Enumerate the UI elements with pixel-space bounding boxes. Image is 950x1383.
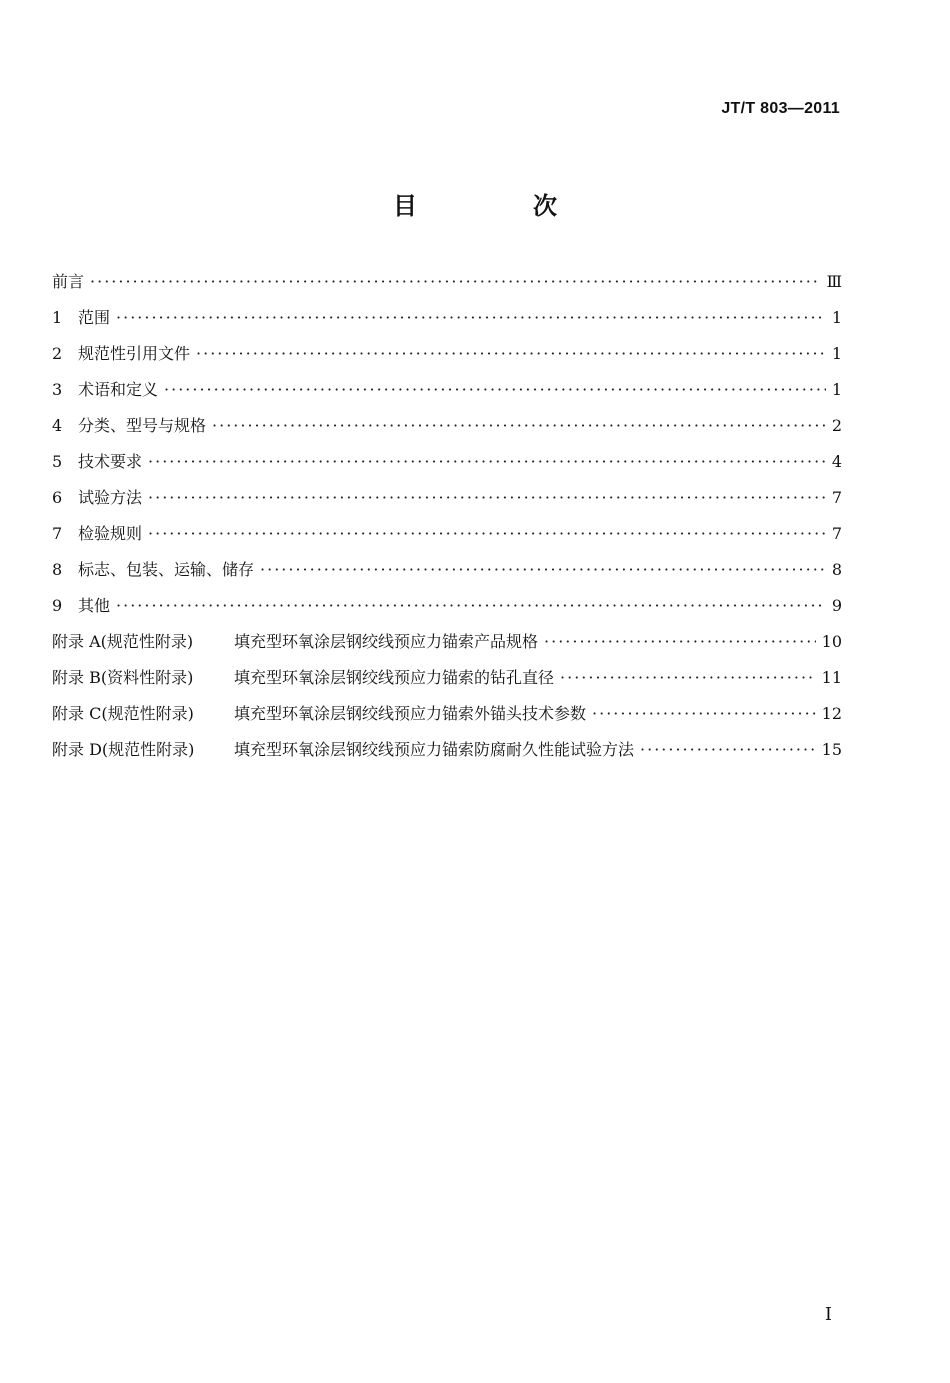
toc-page-number: 4 [831, 452, 842, 471]
document-code: JT/T 803—2011 [721, 100, 840, 117]
toc-leader-dots [116, 588, 826, 624]
toc-page-number: 1 [831, 308, 842, 327]
toc-page-number: 2 [831, 416, 842, 435]
toc-leader-dots [90, 264, 821, 300]
toc-leader-dots [592, 696, 816, 732]
toc-page-number: 7 [831, 524, 842, 543]
toc-entry-title: 检验规则 [78, 524, 143, 543]
toc-entry-title: 规范性引用文件 [78, 344, 191, 363]
toc-annex-d[interactable] [52, 732, 842, 768]
toc-entry-title: 其他 [78, 596, 111, 615]
toc-leader-dots [640, 732, 816, 768]
toc-entry-number: 3 [52, 380, 63, 399]
toc-entry-9[interactable] [52, 588, 842, 624]
toc-entry-title: 术语和定义 [78, 380, 159, 399]
toc-entry-title: 前言 [52, 272, 85, 291]
toc-annex-title: 填充型环氧涂层钢绞线预应力锚索产品规格 [234, 632, 539, 651]
toc-entry-4[interactable] [52, 408, 842, 444]
toc-entry-number: 2 [52, 344, 63, 363]
toc-annex-a[interactable] [52, 624, 842, 660]
toc-entry-title: 标志、包装、运输、储存 [78, 560, 255, 579]
toc-leader-dots [148, 480, 826, 516]
toc-entry-number: 9 [52, 596, 63, 615]
toc-leader-dots [148, 516, 826, 552]
toc-leader-dots [560, 660, 816, 696]
toc-annex-label: 附录 A(规范性附录) [52, 632, 194, 651]
toc-page-number: 11 [821, 668, 842, 687]
toc-entry-title: 范围 [78, 308, 111, 327]
toc-entry-number: 4 [52, 416, 63, 435]
toc-leader-dots [260, 552, 826, 588]
toc-annex-title: 填充型环氧涂层钢绞线预应力锚索的钻孔直径 [234, 668, 555, 687]
toc-entry-number: 8 [52, 560, 63, 579]
toc-annex-c[interactable] [52, 696, 842, 732]
toc-leader-dots [164, 372, 826, 408]
toc-page-number: 9 [831, 596, 842, 615]
toc-entry-number: 5 [52, 452, 63, 471]
toc-annex-title: 填充型环氧涂层钢绞线预应力锚索外锚头技术参数 [234, 704, 587, 723]
toc-annex-label: 附录 C(规范性附录) [52, 704, 194, 723]
toc-entry-7[interactable] [52, 516, 842, 552]
toc-page-number: 8 [831, 560, 842, 579]
toc-entry-title: 分类、型号与规格 [78, 416, 207, 435]
toc-leader-dots [148, 444, 826, 480]
toc-entry-number: 1 [52, 308, 63, 327]
toc-entry-number: 7 [52, 524, 63, 543]
toc-annex-title: 填充型环氧涂层钢绞线预应力锚索防腐耐久性能试验方法 [234, 740, 635, 759]
toc-page-number: 10 [821, 632, 842, 651]
page-title: 目 次 [393, 192, 603, 220]
toc-page-number: 7 [831, 488, 842, 507]
toc-entry-2[interactable] [52, 336, 842, 372]
toc-entry-foreword[interactable] [52, 264, 842, 300]
toc-entry-title: 试验方法 [78, 488, 143, 507]
toc-page-number: 1 [831, 344, 842, 363]
toc-page-number: 1 [831, 380, 842, 399]
toc-entry-1[interactable] [52, 300, 842, 336]
page-number: I [824, 1304, 832, 1325]
toc-page-number: 15 [821, 740, 842, 759]
toc-entry-6[interactable] [52, 480, 842, 516]
toc-entry-3[interactable] [52, 372, 842, 408]
toc-leader-dots [196, 336, 826, 372]
toc-page-number: Ⅲ [826, 272, 842, 291]
table-of-contents [52, 264, 842, 768]
toc-page-number: 12 [821, 704, 842, 723]
toc-entry-number: 6 [52, 488, 63, 507]
toc-annex-b[interactable] [52, 660, 842, 696]
toc-annex-label: 附录 D(规范性附录) [52, 740, 195, 759]
toc-entry-title: 技术要求 [78, 452, 143, 471]
toc-entry-5[interactable] [52, 444, 842, 480]
toc-annex-label: 附录 B(资料性附录) [52, 668, 194, 687]
toc-leader-dots [212, 408, 826, 444]
toc-leader-dots [116, 300, 826, 336]
toc-leader-dots [544, 624, 816, 660]
toc-entry-8[interactable] [52, 552, 842, 588]
